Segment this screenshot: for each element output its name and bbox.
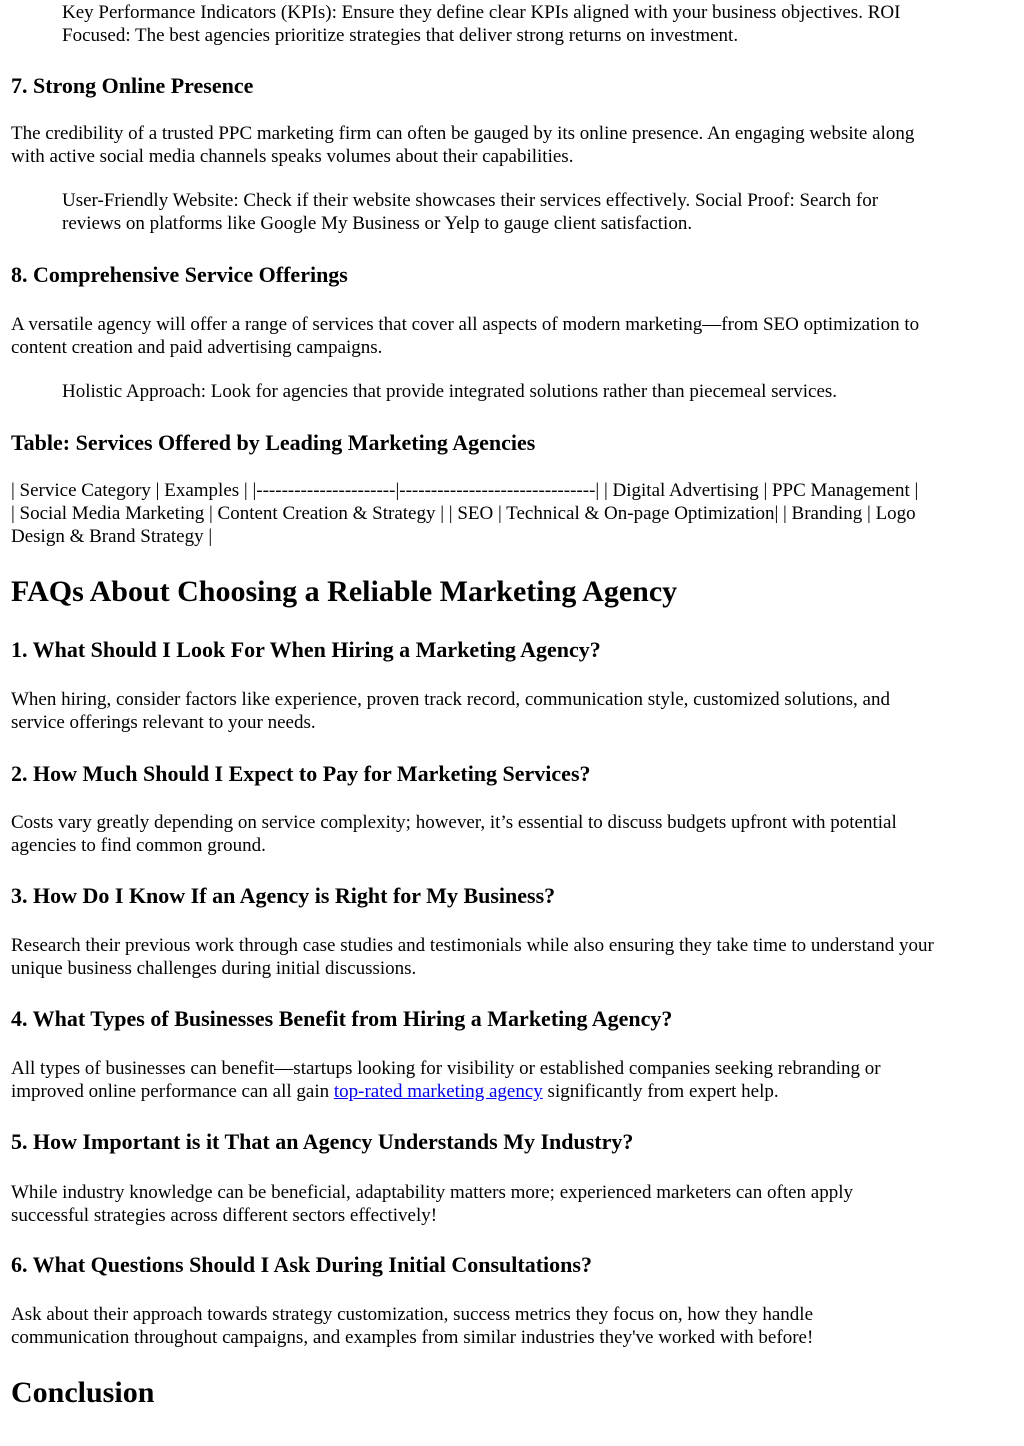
faq-4-line-2-text-before: improved online performance can all gain [11, 1081, 334, 1102]
faq-4-line-1: All types of businesses can benefit—startups looking for visibility or established companies seeking rebranding or [11, 1058, 881, 1079]
faq-3-line-2: unique business challenges during initial discussions. [11, 958, 417, 979]
service-offerings-paragraph [11, 313, 919, 359]
top-rated-marketing-agency-link[interactable]: top-rated marketing agency [333, 1081, 543, 1102]
faq-6-answer [11, 1303, 813, 1349]
services-table-line-2: | Social Media Marketing | Content Creation & Strategy | | SEO | Technical & On-page Optimization| | Branding | Logo [11, 503, 916, 524]
online-presence-heading: 7. Strong Online Presence [11, 73, 254, 98]
faq-1-heading: 1. What Should I Look For When Hiring a Marketing Agency? [11, 637, 601, 662]
online-presence-paragraph [11, 122, 914, 168]
faq-5-heading: 5. How Important is it That an Agency Understands My Industry? [11, 1129, 634, 1154]
service-offerings-line-1: A versatile agency will offer a range of services that cover all aspects of modern marketing—from SEO optimization to [11, 314, 920, 335]
service-offerings-blockquote [62, 380, 837, 403]
faq-4-line-2 [11, 1080, 881, 1103]
faq-4-answer [11, 1057, 881, 1103]
online-presence-line-1: The credibility of a trusted PPC marketing firm can often be gauged by its online presence. An engaging website along [11, 123, 915, 144]
faq-5-line-2: successful strategies across different sectors effectively! [11, 1205, 438, 1226]
services-table-text [11, 479, 918, 548]
services-table-line-1: | Service Category | Examples | |----------------------|-------------------------------| | Digital Advertising | PPC Management | [11, 480, 919, 501]
faq-1-line-1: When hiring, consider factors like experience, proven track record, communication style, customized solutions, and [11, 689, 890, 710]
faq-4-heading: 4. What Types of Businesses Benefit from Hiring a Marketing Agency? [11, 1006, 673, 1031]
faq-1-line-2: service offerings relevant to your needs. [11, 712, 316, 733]
faq-5-line-1: While industry knowledge can be beneficial, adaptability matters more; experienced marketers can often apply [11, 1182, 853, 1203]
faq-2-heading: 2. How Much Should I Expect to Pay for Marketing Services? [11, 761, 591, 786]
faq-6-line-1: Ask about their approach towards strategy customization, success metrics they focus on, how they handle [11, 1304, 814, 1325]
faqs-heading: FAQs About Choosing a Reliable Marketing Agency [11, 575, 678, 608]
services-table-line-3: Design & Brand Strategy | [11, 526, 213, 547]
kpi-line-2: Focused: The best agencies prioritize strategies that deliver strong returns on investment. [62, 25, 739, 46]
online-presence-blockquote [62, 189, 878, 235]
service-offerings-heading: 8. Comprehensive Service Offerings [11, 262, 348, 287]
faq-1-answer [11, 688, 890, 734]
service-offerings-line-2: content creation and paid advertising campaigns. [11, 337, 383, 358]
faq-4-line-2-text-after: significantly from expert help. [542, 1081, 779, 1102]
faq-3-answer [11, 934, 934, 980]
faq-6-line-2: communication throughout campaigns, and examples from similar industries they've worked with before! [11, 1327, 814, 1348]
faq-3-heading: 3. How Do I Know If an Agency is Right for My Business? [11, 883, 556, 908]
faq-2-answer [11, 811, 897, 857]
faq-2-line-1: Costs vary greatly depending on service complexity; however, it’s essential to discuss budgets upfront with potential [11, 812, 897, 833]
kpi-blockquote [62, 1, 900, 47]
services-table-heading: Table: Services Offered by Leading Marketing Agencies [11, 430, 536, 455]
online-presence-quote-line-1: User-Friendly Website: Check if their website showcases their services effectively. Social Proof: Search for [62, 190, 879, 211]
online-presence-quote-line-2: reviews on platforms like Google My Business or Yelp to gauge client satisfaction. [62, 213, 693, 234]
faq-3-line-1: Research their previous work through case studies and testimonials while also ensuring they take time to understand your [11, 935, 934, 956]
faq-6-heading: 6. What Questions Should I Ask During Initial Consultations? [11, 1252, 592, 1277]
kpi-line-1: Key Performance Indicators (KPIs): Ensure they define clear KPIs aligned with your business objectives. ROI [62, 2, 901, 23]
conclusion-heading: Conclusion [11, 1376, 155, 1409]
faq-5-answer [11, 1181, 853, 1227]
online-presence-line-2: with active social media channels speaks volumes about their capabilities. [11, 146, 574, 167]
faq-2-line-2: agencies to find common ground. [11, 835, 266, 856]
service-offerings-quote-line-1: Holistic Approach: Look for agencies that provide integrated solutions rather than piecemeal services. [62, 381, 838, 402]
